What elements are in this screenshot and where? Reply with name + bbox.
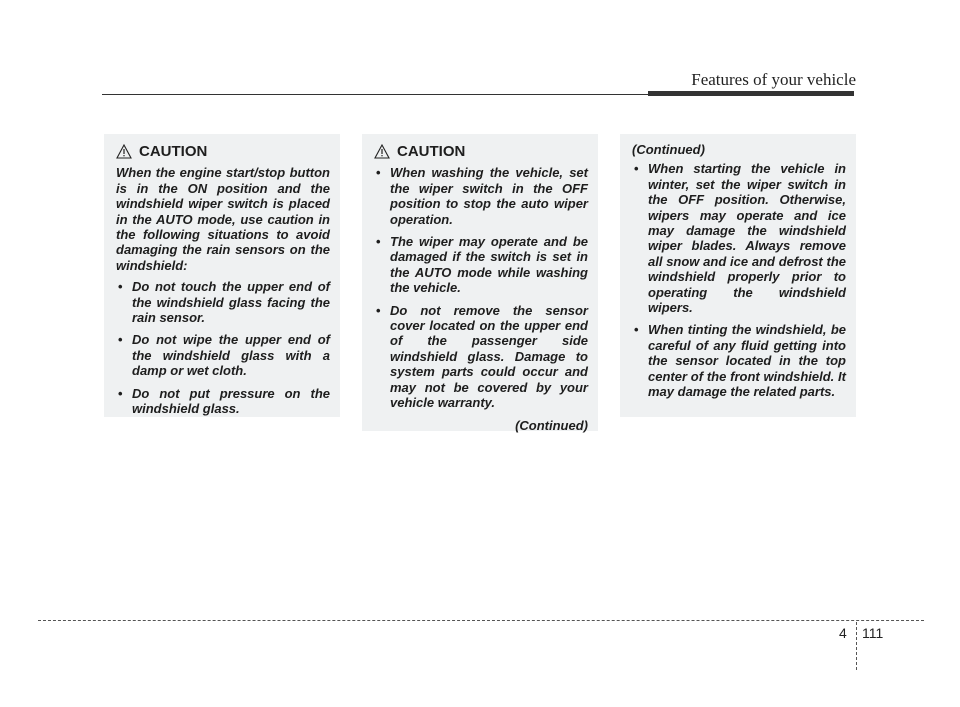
caution-heading-text: CAUTION bbox=[139, 143, 208, 160]
list-item: • When washing the vehicle, set the wiper switch in the OFF position to stop the auto wiper operation. bbox=[374, 165, 588, 227]
caution-intro: When the engine start/stop button is in the ON position and the windshield wiper switch is placed in the AUTO mode, use caution in the following situations to avoid damaging the rain sensors on the windshield: bbox=[116, 165, 330, 273]
page-number: 111 bbox=[862, 625, 884, 641]
caution-heading-text: CAUTION bbox=[397, 143, 466, 160]
caution-list bbox=[632, 161, 846, 399]
chapter-number: 4 bbox=[839, 625, 847, 641]
caution-box-2 bbox=[362, 134, 598, 431]
caution-list bbox=[116, 279, 330, 416]
caution-box-1 bbox=[104, 134, 340, 417]
list-item: • Do not remove the sensor cover located on the upper end of the passenger side windshield glass. Damage to system parts could occur and may not be covered by your vehicle warranty. bbox=[374, 303, 588, 411]
list-item: • Do not touch the upper end of the windshield glass facing the rain sensor. bbox=[116, 279, 330, 325]
caution-heading bbox=[116, 144, 330, 159]
warning-triangle-icon bbox=[374, 144, 390, 159]
caution-heading bbox=[374, 144, 588, 159]
warning-triangle-icon bbox=[116, 144, 132, 159]
header-rule-accent bbox=[648, 91, 854, 96]
list-item: • When tinting the windshield, be careful of any fluid getting into the sensor located in the top center of the front windshield. It may damage the related parts. bbox=[632, 322, 846, 399]
caution-box-3 bbox=[620, 134, 856, 417]
footer-divider bbox=[856, 622, 857, 670]
continued-label: (Continued) bbox=[632, 142, 705, 157]
caution-list bbox=[374, 165, 588, 410]
footer-rule bbox=[38, 620, 924, 621]
continued-label: (Continued) bbox=[515, 417, 588, 433]
list-item: • When starting the vehicle in winter, set the wiper switch in the OFF position. Otherwise, wipers may operate and ice may damage the windshield wiper blades. Always remove all snow and ice and defrost the windshield properly prior to operating the windshield wipers. bbox=[632, 161, 846, 315]
list-item: • Do not put pressure on the windshield glass. bbox=[116, 386, 330, 417]
list-item: • The wiper may operate and be damaged if the switch is set in the AUTO mode while washing the vehicle. bbox=[374, 234, 588, 296]
header-title: Features of your vehicle bbox=[691, 70, 856, 89]
list-item: • Do not wipe the upper end of the windshield glass with a damp or wet cloth. bbox=[116, 332, 330, 378]
